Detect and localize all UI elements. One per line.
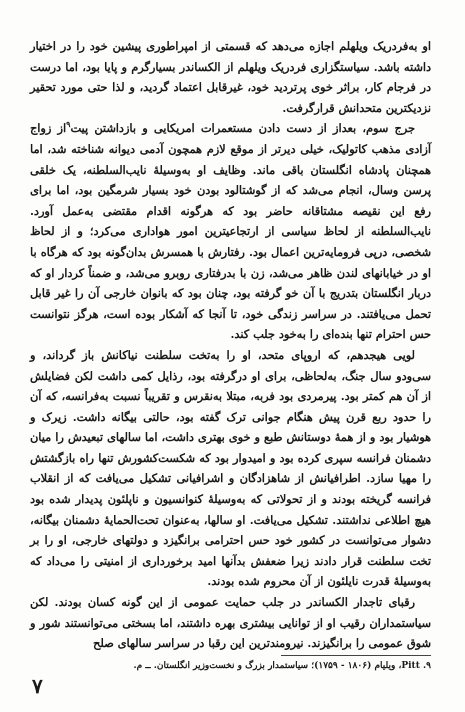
paragraph-2-rest: از زواج آزادی مذهب کاتولیک، خیلی دیرتر از موقع لازم همچون آدمی دیوانه شناخته شد، اما همچنان پادشاه انگلستان باقی ماند. وظایف او به‌وسیلهٔ نایب‌السلطنه، یک خلقی پرسن وسال، انجام می‌شد که از گوشتالود بودن خود بسیار شرمگین بود، اما برای رفع این نقیصه مشتاقانه حاضر بود که هرگونه اقدام مقتضی به‌عمل آورد. نایب‌السلطنه از لحاظ سیاسی از ارتجاعیترین امور هواداری می‌کرد؛ و از لحاظ شخصی، درپی فرومایه‌ترین اعمال بود. رفتارش با همسرش بدان‌گونه بود که هرگاه با او در خیابانهای لندن ظاهر می‌شد، زن با بدرفتاری روبرو می‌شد، و ضمناً کردار او که دربار انگلستان بتدریج با آن خو گرفته بود، چنان بود که بانوان خارجی آن را غیر قابل تحمل می‌یافتند. در سراسر زندگی خود، تا آنجا که آشکار بوده است، هرگز نتوانست حس احترام تنها بنده‌ای را به‌خود جلب کند. [30, 121, 431, 342]
paragraph-4: رقبای تاجدار الکساندر در جلب حمایت عمومی از این گونه کسان بودند. لکن سیاستمداران رقیب او از توانایی بیشتری بهره داشتند، اما بسختی می‌توانستند شور و شوق عمومی را برانگیزند. نیرومندترین این رقبا در سراسر سالهای صلح [30, 595, 431, 651]
paragraph-1: او به‌فردریک ویلهلم اجازه می‌دهد که قسمتی از امپراطوری پیشین خود را در اختیار داشته باشد. سیاستگزاری فردریک ویلهلم از الکساندر بسیارگرم و پایا بود، اما درست در فرجام کار، براثر خوی پرتردید خود، غیرقابل اعتماد گردید، و لذا حتی مورد تحقیر نزدیکترین متحدانش قرارگرفت. [30, 39, 431, 115]
body-text [30, 36, 431, 654]
paragraph-3: لویی هیجدهم، که اروپای متحد، او را به‌تخت سلطنت نیاکانش باز گرداند، و سی‌ودو سال جنگ، به‌لحاظی، برای او درگرفته بود، رذایل کمی داشت لکن فضایلش از آن هم کمتر بود. پیرمردی بود فربه، مبتلا به‌نقرس و تقریباً نسبت به‌فرانسه، که آن را حدود ربع قرن پیش هنگام جوانی ترک گفته بود، حالتی بیگانه داشت. زیرک و هوشیار بود و از همهٔ دوستانش طبع و خوی بهتری داشت، اما سالهای تبعیدش را میان دشمنان فرانسه سپری کرده بود و امیدوار بود که شکست‌کشورش تنها راه بازگشتش را مهیا سازد. اطرافیانش از شاهزادگان و اشرافیانی تشکیل می‌یافت که از انقلاب فرانسه گریخته بودند و از تحولاتی که به‌وسیلهٔ کنوانسیون و ناپلئون پدیدار شده بود هیچ اطلاعی نداشتند. تشکیل می‌یافت. او سالها، به‌عنوان تحت‌الحمایهٔ دشمنان بیگانه، دشوار می‌توانست در کشور خود حس احترامی برانگیزد و دولتهای خارجی، او را بر تخت سلطنت قرار دادند زیرا ضعفش بدآنها امید برخورداری از امنیتی را می‌داد که به‌وسیلهٔ قدرت نایلئون از آن محروم شده بودند. [30, 347, 431, 589]
footnote: ۹. Pitt، ویلیام (۱۸۰۶ - ۱۷۵۹)؛ سیاستمدار بزرگ و نخست‌وزیر انگلستان. ــ م. [133, 661, 431, 671]
footnote-divider [281, 655, 431, 656]
paragraph-2-lead: جرج سوم، بعداز از دست دادن مستعمرات امریکایی و بازداشتن پیت [70, 121, 415, 136]
paragraph-2 [30, 118, 431, 345]
footnote-marker: ۹ [66, 119, 71, 130]
page-number: ۷ [32, 674, 43, 698]
